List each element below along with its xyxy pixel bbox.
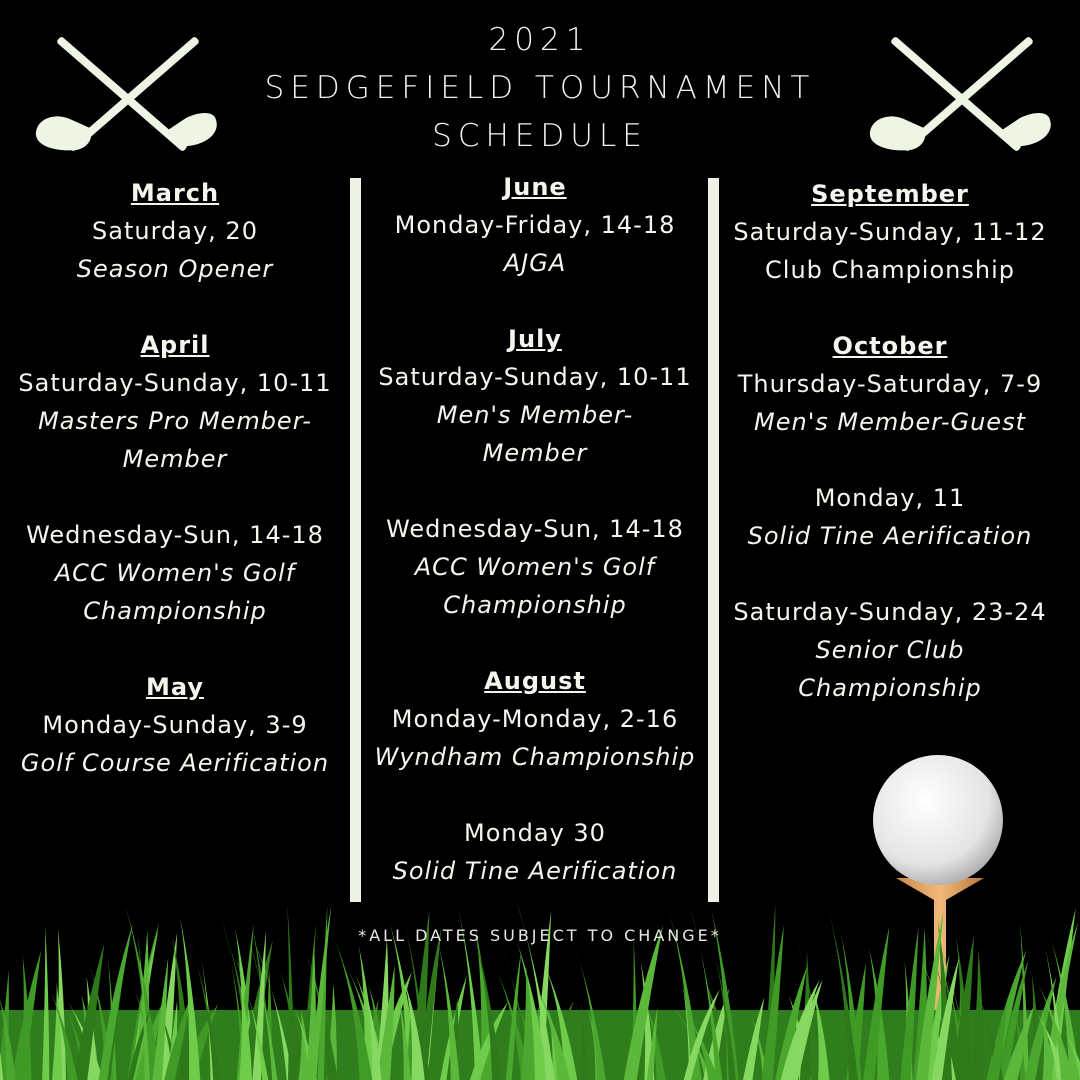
event-date: Thursday-Saturday, 7-9 — [737, 370, 1043, 398]
event-date: Monday-Friday, 14-18 — [394, 211, 676, 239]
month-heading: October — [832, 332, 948, 360]
event-name: Championship — [798, 674, 982, 702]
column-divider — [350, 178, 361, 902]
event-name: Championship — [83, 597, 267, 625]
event-name: Golf Course Aerification — [20, 749, 330, 777]
event-name: ACC Women's Golf — [414, 553, 656, 581]
event-date: Wednesday-Sun, 14-18 — [26, 521, 324, 549]
event-name: Wyndham Championship — [374, 743, 696, 771]
schedule-column-1 — [0, 174, 350, 782]
event-date: Saturday-Sunday, 23-24 — [733, 598, 1047, 626]
event-date: Monday-Sunday, 3-9 — [42, 711, 308, 739]
schedule-column-3 — [720, 175, 1060, 707]
event-date: Saturday-Sunday, 10-11 — [18, 369, 332, 397]
event-name: AJGA — [503, 249, 567, 277]
event-name: Senior Club — [815, 636, 965, 664]
event-name: Men's Member- — [436, 401, 634, 429]
poster-year: 2021 — [488, 22, 592, 58]
event-name: ACC Women's Golf — [54, 559, 296, 587]
event-date: Wednesday-Sun, 14-18 — [386, 515, 684, 543]
poster-subtitle: SCHEDULE — [432, 118, 648, 154]
event-name: Masters Pro Member- — [38, 407, 312, 435]
event-name: Club Championship — [765, 256, 1015, 284]
dates-disclaimer: *ALL DATES SUBJECT TO CHANGE* — [358, 926, 722, 945]
month-heading: May — [146, 673, 204, 701]
event-name: Championship — [443, 591, 627, 619]
poster-title: SEDGEFIELD TOURNAMENT — [264, 70, 816, 106]
month-heading: August — [484, 667, 586, 695]
event-date: Saturday-Sunday, 11-12 — [733, 218, 1047, 246]
event-name: Season Opener — [76, 255, 274, 283]
event-name: Member — [122, 445, 228, 473]
event-date: Monday, 11 — [814, 484, 966, 512]
month-heading: July — [508, 325, 562, 353]
month-heading: March — [130, 179, 220, 207]
event-name: Solid Tine Aerification — [392, 857, 678, 885]
event-name: Solid Tine Aerification — [747, 522, 1033, 550]
month-heading: April — [140, 331, 210, 359]
event-date: Monday 30 — [464, 819, 606, 847]
crossed-clubs-icon — [862, 20, 1062, 170]
event-date: Monday-Monday, 2-16 — [391, 705, 679, 733]
event-name: Member — [482, 439, 588, 467]
month-heading: June — [503, 173, 567, 201]
month-heading: September — [811, 180, 969, 208]
crossed-clubs-icon — [28, 20, 228, 170]
schedule-column-2 — [362, 168, 708, 890]
event-name: Men's Member-Guest — [754, 408, 1026, 436]
event-date: Saturday-Sunday, 10-11 — [378, 363, 692, 391]
grass-blade — [42, 926, 49, 1080]
event-date: Saturday, 20 — [92, 217, 258, 245]
column-divider — [708, 178, 719, 902]
